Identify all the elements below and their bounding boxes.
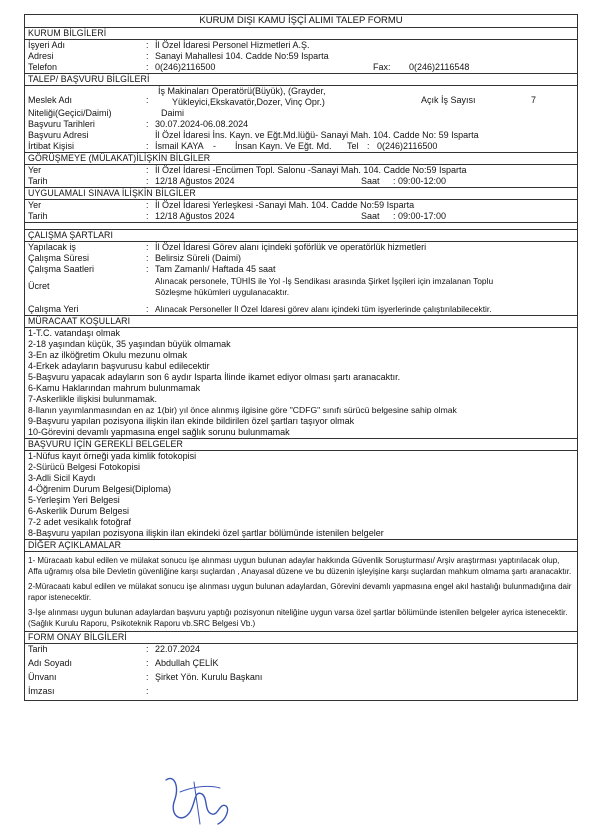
- acik-value: 7: [531, 95, 537, 105]
- row-meslek: Meslek Adı : İş Makinaları Operatörü(Büyük), (Grayder, Yükleyici,Ekskavatör,Dozer, Vinç Opr.) Açık İş Sayısı 7: [28, 86, 537, 107]
- field-label: Yer: [28, 200, 42, 210]
- section-header: KURUM BİLGİLERİ: [25, 28, 577, 40]
- field-value: İl Özel İdaresi -Encümen Topl. Salonu -Sanayi Mah. 104. Cadde No:59 Isparta: [155, 165, 467, 175]
- row-tarih: Başvuru Tarihleri : 30.07.2024-06.08.2024: [25, 119, 577, 130]
- field-value: Şirket Yön. Kurulu Başkanı: [155, 672, 263, 682]
- field-label: Ücret: [28, 281, 50, 291]
- field-label: Ünvanı: [28, 672, 57, 682]
- irtibat-dash: -: [213, 141, 216, 151]
- section-muracaat: [25, 316, 577, 439]
- row-irtibat: İrtibat Kişisi : İsmail KAYA - İnsan Kayn. Ve Eğt. Md. Tel : 0(246)2116500: [28, 141, 438, 151]
- row-ucret: [25, 275, 577, 299]
- row-tarih: Tarih : 12/18 Ağustos 2024 Saat : 09:00-12:00: [28, 176, 447, 186]
- section-kurum: [25, 28, 577, 74]
- saat-label: Saat: [361, 211, 380, 221]
- field-label: İşyeri Adı: [28, 40, 66, 50]
- field-value: 30.07.2024-06.08.2024: [155, 119, 249, 129]
- row-yer: Yer : İl Özel İdaresi -Encümen Topl. Salonu -Sanayi Mah. 104. Cadde No:59 Isparta: [25, 165, 577, 176]
- field-label: Çalışma Saatleri: [28, 264, 95, 274]
- row-adsoyad: Adı Soyadı : Abdullah ÇELİK: [25, 658, 577, 672]
- row-adres: Adresi : Sanayi Mahallesi 104. Cadde No:59 Isparta: [25, 51, 577, 62]
- row-saat: Çalışma Saatleri : Tam Zamanlı/ Haftada 45 saat: [25, 264, 577, 275]
- request-form: [24, 14, 578, 701]
- field-label: İmzası: [28, 686, 55, 696]
- field-label: Niteliği(Geçici/Daimi): [28, 108, 112, 118]
- field-value: Tam Zamanlı/ Haftada 45 saat: [155, 264, 276, 274]
- row-basvuru-adres: [25, 130, 577, 141]
- field-value: 12/18 Ağustos 2024: [155, 211, 235, 221]
- list-item: 9-Başvuru yapılan pozisyona ilişkin ilan ekinde bildirilen özel şartları taşıyor olmak: [28, 416, 355, 426]
- form-title: KURUM DIŞI KAMU İŞÇİ ALIMI TALEP FORMU: [25, 15, 577, 28]
- list-item: 2-18 yaşından küçük, 35 yaşından büyük olmamak: [28, 339, 231, 349]
- signature-mark: [160, 772, 240, 830]
- saat-label: Saat: [361, 176, 380, 186]
- field-value: Alınacak Personeller İl Özel İdaresi görev alanı içindeki tüm işyerlerinde çalıştırılabilecektir.: [155, 304, 492, 314]
- section-calisma: [25, 230, 577, 316]
- list-item: 2-Sürücü Belgesi Fotokopisi: [28, 462, 141, 472]
- section-talep: [25, 74, 577, 153]
- row-unvan: Ünvanı : Şirket Yön. Kurulu Başkanı: [25, 672, 577, 686]
- irtibat-unit: İnsan Kayn. Ve Eğt. Md.: [235, 141, 332, 151]
- field-label: Telefon: [28, 62, 58, 72]
- row-nitelik: [25, 108, 577, 119]
- section-gorusme: [25, 153, 577, 188]
- row-telefon: Telefon : 0(246)2116500 Fax: 0(246)2116548: [28, 62, 470, 72]
- section-header: ÇALIŞMA ŞARTLARI: [25, 230, 577, 242]
- ucret-line-2: Sözleşme hükümleri uygulanacaktır.: [155, 287, 290, 297]
- list-item: 6-Askerlik Durum Belgesi: [28, 506, 130, 516]
- field-value: İl Özel İdaresi Personel Hizmetleri A.Ş.: [155, 40, 310, 50]
- field-label: Yer: [28, 165, 42, 175]
- meslek-line-1: İş Makinaları Operatörü(Büyük), (Grayder,: [158, 86, 326, 96]
- section-header: DİĞER AÇIKLAMALAR: [25, 540, 577, 552]
- field-label: Tarih: [28, 211, 48, 221]
- row-tarih: Tarih : 22.07.2024: [25, 644, 577, 658]
- field-label: Başvuru Tarihleri: [28, 119, 95, 129]
- field-value: [155, 275, 577, 299]
- meslek-line-2: Yükleyici,Ekskavatör,Dozer, Vinç Opr.): [172, 97, 325, 107]
- section-header: MÜRACAAT KOŞULLARI: [25, 316, 577, 328]
- list-item: 3-Adli Sicil Kaydı: [28, 473, 96, 483]
- field-label: Adı Soyadı: [28, 658, 73, 668]
- field-value: Daimi: [161, 108, 185, 118]
- fax-label: Fax:: [373, 62, 391, 72]
- saat-value: : 09:00-17:00: [393, 211, 447, 221]
- field-value: Abdullah ÇELİK: [155, 658, 219, 668]
- field-value: Sanayi Mahallesi 104. Cadde No:59 Isparta: [155, 51, 329, 61]
- row-yapilacak: Yapılacak iş : İl Özel İdaresi Görev alanı içindeki şoförlük ve operatörlük hizmetleri: [25, 242, 577, 253]
- list-item: 8-İlanın yayımlanmasından en az 1(bir) yıl önce alınmış ilgisine göre "CDFG" sınıfı sürücü belgesine sahip olmak: [28, 405, 457, 415]
- field-label: Adresi: [28, 51, 54, 61]
- section-sinav: [25, 188, 577, 223]
- field-label: Tarih: [28, 176, 48, 186]
- row-tarih: Tarih : 12/18 Ağustos 2024 Saat : 09:00-17:00: [28, 211, 447, 221]
- section-diger: [25, 540, 577, 632]
- field-label: İrtibat Kişisi: [28, 141, 75, 151]
- field-value: Belirsiz Süreli (Daimi): [155, 253, 242, 263]
- list-item: 4-Erkek adayların başvurusu kabul edilecektir: [28, 361, 210, 371]
- field-value: 22.07.2024: [155, 644, 201, 654]
- list-item: 5-Yerleşim Yeri Belgesi: [28, 495, 120, 505]
- section-onay: [25, 632, 577, 700]
- acik-label: Açık İş Sayısı: [421, 95, 476, 105]
- section-header: GÖRÜŞMEYE (MÜLAKAT)İLİŞKİN BİLGİLER: [25, 153, 577, 165]
- field-value: 0(246)2116500: [155, 62, 216, 72]
- field-label: Tarih: [28, 644, 48, 654]
- list-item: 5-Başvuru yapacak adayların son 6 aydır Isparta İlinde ikamet ediyor olması şartı aranacaktır.: [28, 372, 401, 382]
- field-label: Yapılacak iş: [28, 242, 76, 252]
- section-header: BAŞVURU İÇİN GEREKLİ BELGELER: [25, 439, 577, 451]
- section-header: TALEP/ BAŞVURU BİLGİLERİ: [25, 74, 577, 86]
- fax-value: 0(246)2116548: [409, 62, 470, 72]
- list-item: 7-Askerlikle ilişkisi bulunmamak.: [28, 394, 158, 404]
- field-value: İl Özel İdaresi Yerleşkesi -Sanayi Mah. 104. Cadde No:59 Isparta: [155, 200, 415, 210]
- list-item: 7-2 adet vesikalık fotoğraf: [28, 517, 132, 527]
- field-label: Çalışma Yeri: [28, 304, 79, 314]
- row-isyeri: İşyeri Adı : İl Özel İdaresi Personel Hizmetleri A.Ş.: [25, 40, 577, 51]
- field-label: Meslek Adı: [28, 95, 73, 105]
- irtibat-name: İsmail KAYA: [155, 141, 204, 151]
- row-yer: Yer : İl Özel İdaresi Yerleşkesi -Sanayi Mah. 104. Cadde No:59 Isparta: [25, 200, 577, 211]
- field-value: İl Özel İdaresi İns. Kayn. ve Eğt.Md.lüğü- Sanayi Mah. 104. Cadde No: 59 Isparta: [155, 130, 479, 140]
- section-belgeler: [25, 439, 577, 540]
- note-item: 3-İşe alınması uygun bulunan adaylardan başvuru yaptığı pozisyonun niteliğine uygun varsa özel şartlar bölümünde istenilen belgeler ayrica istenecektir.(Sağlık Kurulu Raporu, Psikoteknik Raporu vb.SRC Belgesi Vb.): [28, 608, 568, 628]
- field-value: İl Özel İdaresi Görev alanı içindeki şoförlük ve operatörlük hizmetleri: [155, 242, 427, 252]
- field-label: Çalışma Süresi: [28, 253, 90, 263]
- list-item: 6-Kamu Haklarından mahrum bulunmamak: [28, 383, 201, 393]
- list-item: 1-Nüfus kayıt örneği yada kimlik fotokopisi: [28, 451, 197, 461]
- tel-value: 0(246)2116500: [377, 141, 438, 151]
- list-item: 10-Görevini devamlı yapmasına engel sağlık sorunu bulunmamak: [28, 427, 290, 437]
- note-item: 1- Müracaatı kabul edilen ve mülakat sonucu işe alınması uygun bulunan adaylar hakkında Güvenlik Soruşturması/ Arşiv araştırması yaptırılacak olup, Affa uğramış olsa bile Devletin güvenliğine karşı suçlardan , Anayasal düzene ve bu düzenin işleyişine karşı suçlardan mahkum olmama şartı aranacaktır.: [28, 556, 572, 576]
- row-calisma-yeri: Çalışma Yeri : Alınacak Personeller İl Özel İdaresi görev alanı içindeki tüm işyerlerinde çalıştırılabilecektir.: [25, 299, 577, 315]
- saat-value: : 09:00-12:00: [393, 176, 447, 186]
- tel-label: Tel: [347, 141, 359, 151]
- field-value: [155, 86, 421, 108]
- list-item: 3-En az ilköğretim Okulu mezunu olmak: [28, 350, 188, 360]
- section-header: FORM ONAY BİLGİLERİ: [25, 632, 577, 644]
- field-value: 12/18 Ağustos 2024: [155, 176, 235, 186]
- row-imza: İmzası :: [25, 686, 577, 700]
- field-label: Başvuru Adresi: [28, 130, 89, 140]
- list-item: 4-Öğrenim Durum Belgesi(Diploma): [28, 484, 172, 494]
- ucret-line-1: Alınacak personele, TÜHİS ile Yol -İş Sendikası arasında Şirket İşçileri için imzalanan Toplu: [155, 276, 494, 286]
- list-item: 8-Başvuru yapılan pozisyona ilişkin ilan ekindeki özel şartlar bölümünde istenilen belgeler: [28, 528, 384, 538]
- section-header: UYGULAMALI SINAVA İLİŞKİN BİLGİLER: [25, 188, 577, 200]
- field-value: [155, 686, 577, 700]
- list-item: 1-T.C. vatandaşı olmak: [28, 328, 121, 338]
- row-sure: Çalışma Süresi : Belirsiz Süreli (Daimi): [25, 253, 577, 264]
- note-item: 2-Müracaatı kabul edilen ve mülakat sonucu işe alınması uygun bulunan adaylardan, Görevini devamlı yapmasına engel akıl hastalığı bulunmadığına dair rapor istenecektir.: [28, 582, 572, 602]
